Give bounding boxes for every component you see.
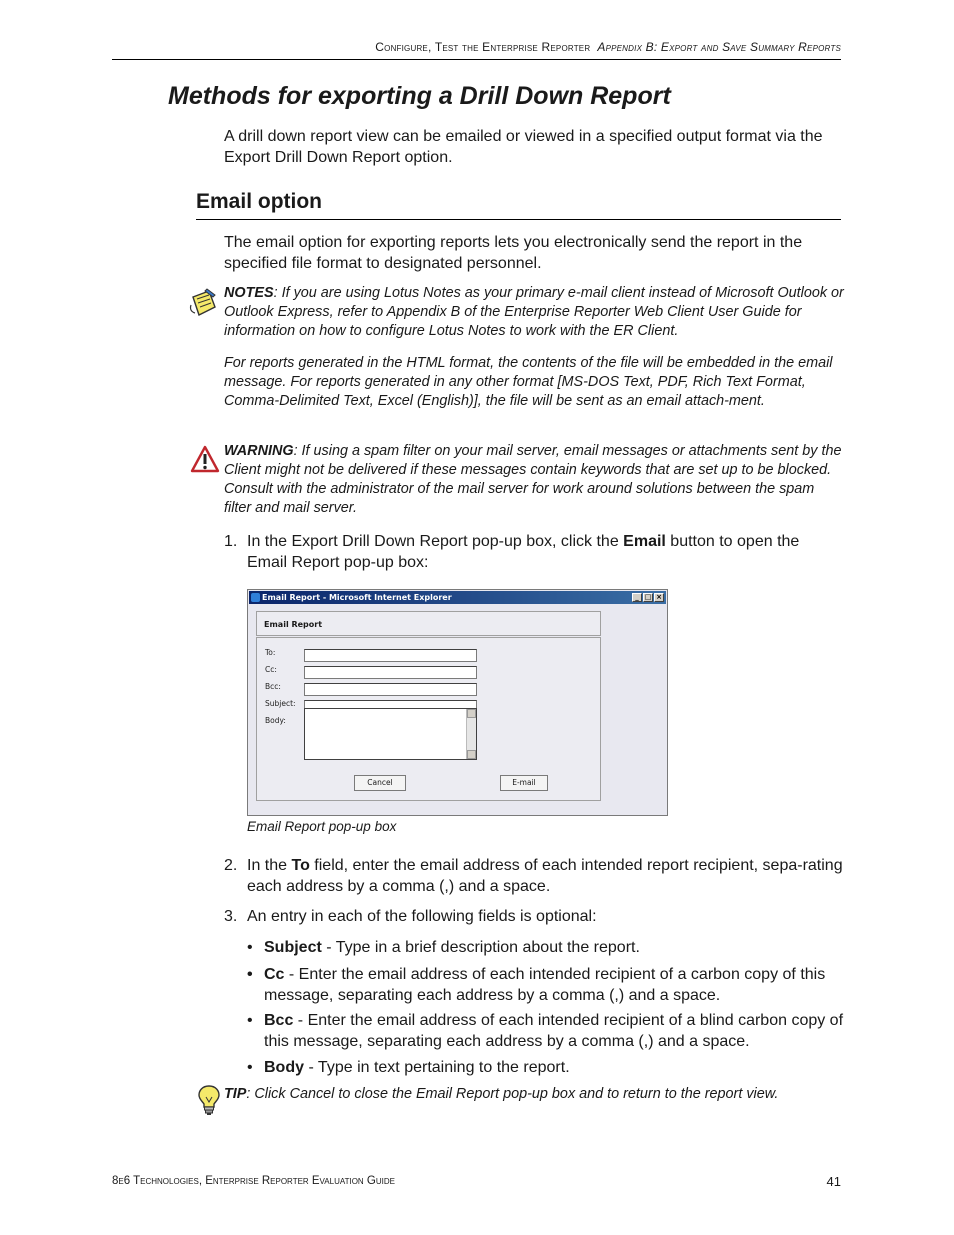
scroll-up-icon[interactable] (467, 709, 476, 718)
step-number: 2. (224, 857, 238, 874)
intro-paragraph: A drill down report view can be emailed or viewed in a specified output format via the Export Drill Down Report option. (224, 128, 823, 166)
section-heading: Email option (196, 190, 322, 213)
bullet-cc (247, 965, 844, 1007)
to-label: To: (265, 648, 276, 657)
email-button[interactable]: E-mail (500, 775, 548, 791)
bullet-glyph: • (247, 939, 253, 956)
bullet-bcc (247, 1011, 844, 1053)
ie-icon (251, 593, 260, 602)
step-text: An entry in each of the following fields is optional: (247, 908, 597, 925)
bullet-term: Cc (264, 966, 285, 983)
body-scrollbar[interactable] (466, 709, 476, 759)
warning-paragraph (224, 442, 844, 518)
tip-text: : Click Cancel to close the Email Report pop-up box and to return to the report view. (246, 1086, 779, 1102)
cc-label: Cc: (265, 665, 277, 674)
window-titlebar (249, 591, 666, 604)
section-intro: The email option for exporting reports lets you electronically send the report in the specified file format to designated personnel. (224, 234, 803, 272)
step-text: In the (247, 857, 292, 874)
close-icon[interactable]: × (654, 593, 664, 602)
header-rule (112, 59, 841, 60)
step-text: field, enter the email address of each intended report recipient, sepa-rating each address by a comma (,) and a space. (247, 857, 843, 895)
window-title: Email Report - Microsoft Internet Explorer (262, 593, 452, 602)
email-form (256, 637, 601, 801)
notepad-icon (187, 287, 219, 319)
bullet-glyph: • (247, 966, 253, 983)
header-right: Appendix B: Export and Save Summary Reports (597, 40, 841, 54)
bullet-glyph: • (247, 1012, 253, 1029)
step-bold: Email (623, 533, 666, 550)
step-1 (224, 532, 844, 574)
window-controls (632, 593, 664, 602)
body-label: Body: (265, 716, 286, 725)
step-number: 3. (224, 908, 238, 925)
bcc-input[interactable] (304, 683, 477, 696)
step-number: 1. (224, 533, 238, 550)
bullet-term: Body (264, 1059, 304, 1076)
cancel-button[interactable]: Cancel (354, 775, 406, 791)
lightbulb-icon (197, 1084, 221, 1116)
page-title: Methods for exporting a Drill Down Report (168, 82, 671, 110)
warning-icon (190, 445, 220, 474)
scroll-down-icon[interactable] (467, 750, 476, 759)
tip-label: TIP (224, 1086, 247, 1102)
minimize-icon[interactable]: _ (632, 593, 642, 602)
bullet-term: Bcc (264, 1012, 294, 1029)
page-number: 41 (826, 1174, 841, 1189)
cc-input[interactable] (304, 666, 477, 679)
warning-label: WARNING (224, 443, 294, 459)
step-3 (224, 907, 844, 928)
step-text: button to open the Email Report pop-up box: (247, 533, 800, 571)
running-header (112, 40, 841, 54)
header-left: Configure, Test the Enterprise Reporter (375, 40, 591, 54)
bullet-body (247, 1058, 844, 1079)
bullet-text: - Type in text pertaining to the report. (304, 1059, 570, 1076)
warning-text: : If using a spam filter on your mail server, email messages or attachments sent by the Client might not be delivered if these messages contain keywords that are set up to be blocked. Consult with the administrator of the mail server for work around solutions between the spam filter and mail server. (224, 443, 842, 516)
email-report-window (247, 589, 668, 816)
panel-title: Email Report (256, 611, 601, 636)
bullet-text: - Enter the email address of each intended recipient of a carbon copy of this message, separating each address by a comma (,) and a space. (264, 966, 826, 1004)
step-bold: To (291, 857, 310, 874)
maximize-icon[interactable]: □ (644, 593, 652, 601)
step-text: In the Export Drill Down Report pop-up box, click the (247, 533, 624, 550)
section-rule (196, 219, 841, 220)
step-2 (224, 856, 844, 898)
bullet-text: - Enter the email address of each intended recipient of a blind carbon copy of this message, separating each address by a comma (,) and a space. (264, 1012, 844, 1050)
to-input[interactable] (304, 649, 477, 662)
notes-paragraph-2: For reports generated in the HTML format, the contents of the file will be embedded in the email message. For reports generated in any other format [MS-DOS Text, PDF, Rich Text Format, Comma-Delimited Text, Excel (English)], the file will be sent as an email attach-ment. (224, 355, 833, 409)
subject-label: Subject: (265, 699, 296, 708)
tip-paragraph (224, 1085, 844, 1104)
notes-paragraph (224, 284, 844, 341)
bullet-term: Subject (264, 939, 322, 956)
bullet-subject (247, 938, 844, 959)
bullet-glyph: • (247, 1059, 253, 1076)
body-textarea[interactable] (304, 708, 477, 760)
notes-label: NOTES (224, 285, 274, 301)
notes-text: : If you are using Lotus Notes as your primary e-mail client instead of Microsoft Outlook or Outlook Express, refer to Appendix B of the Enterprise Reporter Web Client User Guide for information on how to configure Lotus Notes to work with the ER Client. (224, 285, 844, 339)
screenshot-caption: Email Report pop-up box (247, 819, 397, 834)
bcc-label: Bcc: (265, 682, 281, 691)
bullet-text: - Type in a brief description about the report. (321, 939, 640, 956)
footer-title: 8e6 Technologies, Enterprise Reporter Evaluation Guide (112, 1175, 395, 1187)
